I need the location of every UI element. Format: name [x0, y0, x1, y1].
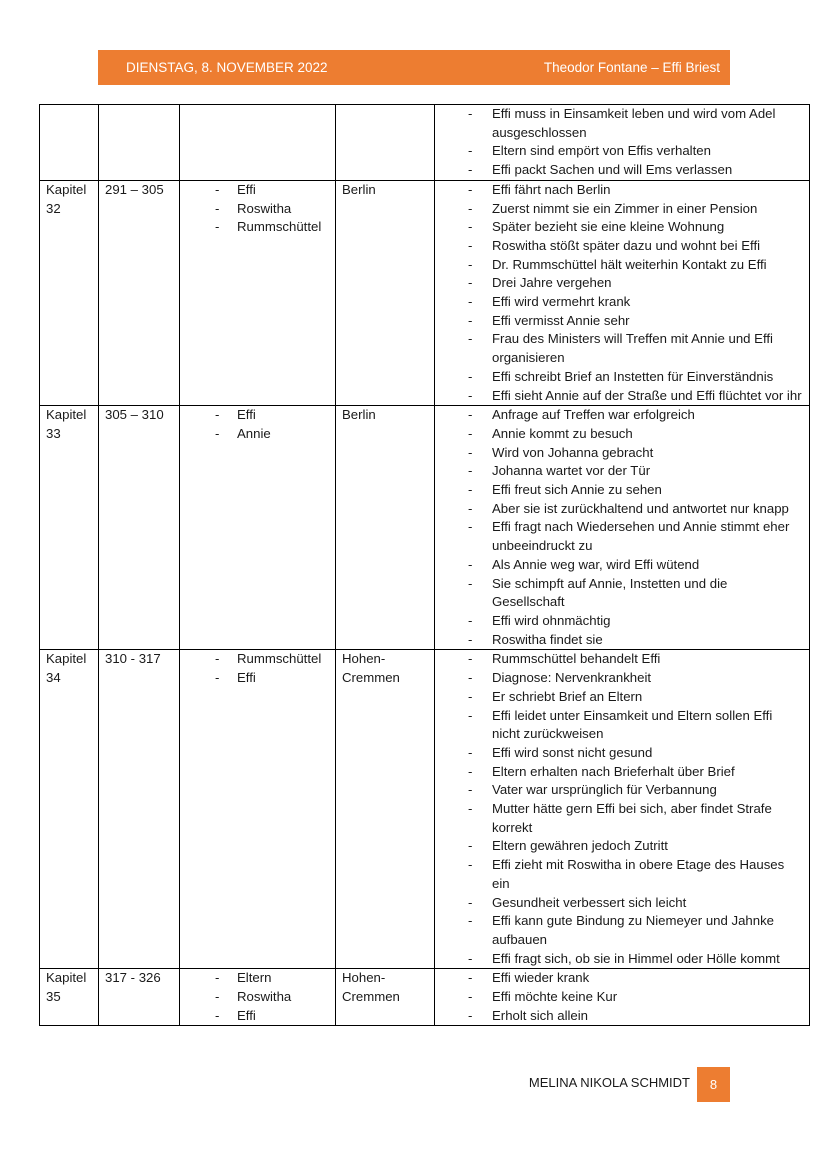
page-number: 8 — [697, 1067, 730, 1102]
pages-cell — [99, 406, 180, 650]
event-item: - Effi fährt nach Berlin — [441, 181, 803, 200]
chapter-cell — [40, 406, 99, 650]
event-item: - Eltern erhalten nach Brieferhalt über Brief — [441, 763, 803, 782]
character-item: - Roswitha — [186, 988, 329, 1007]
pages-cell — [99, 180, 180, 405]
pages-cell — [99, 650, 180, 969]
event-item: - Johanna wartet vor der Tür — [441, 462, 803, 481]
event-item: - Roswitha findet sie — [441, 631, 803, 650]
chapter-cell — [40, 650, 99, 969]
event-item: - Effi kann gute Bindung zu Niemeyer und Jahnke aufbauen — [441, 912, 803, 949]
location-cell — [336, 105, 435, 181]
event-item: - Wird von Johanna gebracht — [441, 444, 803, 463]
event-item: - Effi fragt nach Wiedersehen und Annie stimmt eher unbeeindruckt zu — [441, 518, 803, 555]
event-item: - Effi vermisst Annie sehr — [441, 312, 803, 331]
characters-cell — [180, 650, 336, 969]
character-item: - Rummschüttel — [186, 650, 329, 669]
chapter-label: Kapitel 32 — [46, 181, 87, 216]
character-item: - Effi — [186, 669, 329, 688]
location-label: Hohen-Cremmen — [342, 970, 400, 1005]
event-item: - Effi wird vermehrt krank — [441, 293, 803, 312]
event-item: - Drei Jahre vergehen — [441, 274, 803, 293]
event-item: - Mutter hätte gern Effi bei sich, aber findet Strafe korrekt — [441, 800, 803, 837]
event-item: - Dr. Rummschüttel hält weiterhin Kontakt zu Effi — [441, 256, 803, 275]
table-row — [40, 105, 810, 181]
character-item: - Eltern — [186, 969, 329, 988]
location-label: Berlin — [342, 181, 376, 197]
event-item: - Effi schreibt Brief an Instetten für Einverständnis — [441, 368, 803, 387]
character-item: - Effi — [186, 406, 329, 425]
event-item: - Roswitha stößt später dazu und wohnt bei Effi — [441, 237, 803, 256]
table-row — [40, 180, 810, 405]
event-item: - Sie schimpft auf Annie, Instetten und die Gesellschaft — [441, 575, 803, 612]
location-label: Berlin — [342, 407, 376, 423]
events-cell — [435, 406, 810, 650]
event-list — [441, 181, 803, 405]
event-item: - Später bezieht sie eine kleine Wohnung — [441, 218, 803, 237]
character-list — [186, 181, 329, 237]
chapter-cell — [40, 105, 99, 181]
event-item: - Annie kommt zu besuch — [441, 425, 803, 444]
page-range: 317 - 326 — [105, 970, 161, 986]
character-item: - Annie — [186, 425, 329, 444]
page-range: 305 – 310 — [105, 407, 164, 423]
characters-cell — [180, 180, 336, 405]
table-body — [40, 105, 810, 1026]
chapter-label: Kapitel 34 — [46, 651, 87, 686]
location-cell — [336, 180, 435, 405]
event-item: - Anfrage auf Treffen war erfolgreich — [441, 406, 803, 425]
event-item: - Diagnose: Nervenkrankheit — [441, 669, 803, 688]
event-item: - Vater war ursprünglich für Verbannung — [441, 781, 803, 800]
event-item: - Rummschüttel behandelt Effi — [441, 650, 803, 669]
header-title: Theodor Fontane – Effi Briest — [543, 60, 720, 75]
events-cell — [435, 180, 810, 405]
event-list — [441, 969, 803, 1025]
page-range: 310 - 317 — [105, 651, 161, 667]
event-item: - Effi leidet unter Einsamkeit und Eltern sollen Effi nicht zurückweisen — [441, 707, 803, 744]
events-cell — [435, 969, 810, 1026]
header-date: DIENSTAG, 8. NOVEMBER 2022 — [126, 60, 328, 75]
characters-cell — [180, 969, 336, 1026]
event-item: - Als Annie weg war, wird Effi wütend — [441, 556, 803, 575]
characters-cell — [180, 406, 336, 650]
character-list — [186, 969, 329, 1025]
location-cell — [336, 650, 435, 969]
page-range: 291 – 305 — [105, 181, 164, 197]
event-item: - Aber sie ist zurückhaltend und antwortet nur knapp — [441, 500, 803, 519]
event-list — [441, 650, 803, 968]
chapter-label: Kapitel 35 — [46, 970, 87, 1005]
table-row — [40, 406, 810, 650]
event-list — [441, 105, 803, 180]
event-item: - Erholt sich allein — [441, 1007, 803, 1026]
event-item: - Effi freut sich Annie zu sehen — [441, 481, 803, 500]
character-item: - Effi — [186, 181, 329, 200]
event-item: - Effi packt Sachen und will Ems verlassen — [441, 161, 803, 180]
event-item: - Frau des Ministers will Treffen mit Annie und Effi organisieren — [441, 330, 803, 367]
characters-cell — [180, 105, 336, 181]
table-row — [40, 650, 810, 969]
character-list — [186, 650, 329, 687]
event-item: - Effi zieht mit Roswitha in obere Etage des Hauses ein — [441, 856, 803, 893]
event-item: - Effi fragt sich, ob sie in Himmel oder Hölle kommt — [441, 950, 803, 969]
character-list — [186, 406, 329, 443]
chapter-cell — [40, 969, 99, 1026]
event-item: - Zuerst nimmt sie ein Zimmer in einer Pension — [441, 200, 803, 219]
event-item: - Er schriebt Brief an Eltern — [441, 688, 803, 707]
location-cell — [336, 969, 435, 1026]
event-item: - Effi wieder krank — [441, 969, 803, 988]
event-list — [441, 406, 803, 649]
character-item: - Rummschüttel — [186, 218, 329, 237]
page-header — [98, 50, 730, 85]
events-cell — [435, 650, 810, 969]
chapter-summary-table — [39, 104, 810, 1026]
event-item: - Effi wird ohnmächtig — [441, 612, 803, 631]
chapter-cell — [40, 180, 99, 405]
event-item: - Effi sieht Annie auf der Straße und Effi flüchtet vor ihr — [441, 387, 803, 406]
event-item: - Eltern gewähren jedoch Zutritt — [441, 837, 803, 856]
character-item: - Effi — [186, 1007, 329, 1026]
footer-author: MELINA NIKOLA SCHMIDT — [528, 1075, 690, 1090]
pages-cell — [99, 105, 180, 181]
events-cell — [435, 105, 810, 181]
location-label: Hohen-Cremmen — [342, 651, 400, 686]
pages-cell — [99, 969, 180, 1026]
event-item: - Effi muss in Einsamkeit leben und wird vom Adel ausgeschlossen — [441, 105, 803, 142]
table-row — [40, 969, 810, 1026]
event-item: - Gesundheit verbessert sich leicht — [441, 894, 803, 913]
chapter-label: Kapitel 33 — [46, 407, 87, 441]
character-item: - Roswitha — [186, 200, 329, 219]
location-cell — [336, 406, 435, 650]
event-item: - Effi wird sonst nicht gesund — [441, 744, 803, 763]
event-item: - Effi möchte keine Kur — [441, 988, 803, 1007]
event-item: - Eltern sind empört von Effis verhalten — [441, 142, 803, 161]
